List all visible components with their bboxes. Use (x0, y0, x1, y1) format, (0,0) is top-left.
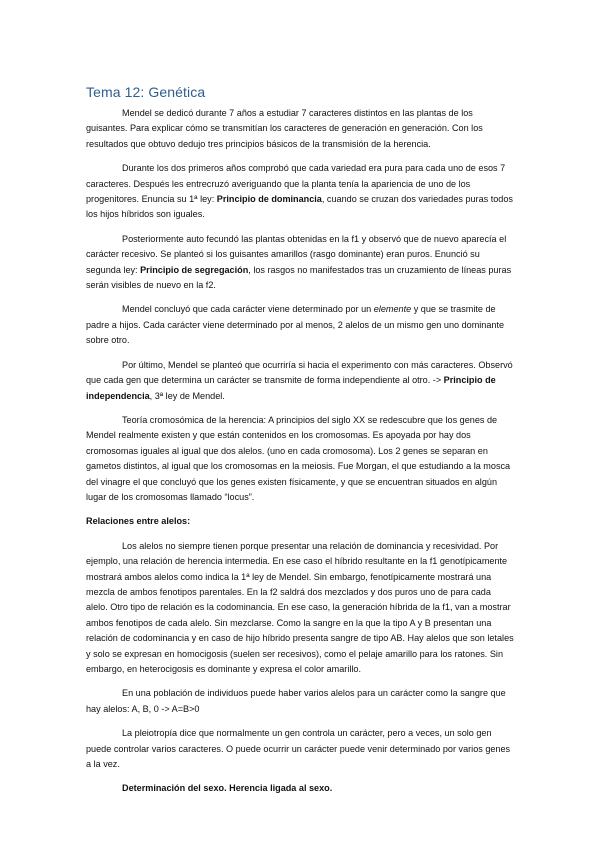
page-title: Tema 12: Genética (86, 84, 206, 100)
heading-text: Relaciones entre alelos: (86, 516, 191, 527)
text-segment: , 3ª ley de Mendel. (149, 390, 225, 401)
text-segment: Por último, Mendel se planteó que ocurriría si hacia el experimento con más caracteres. Observó que cada gen que determina un carácter se transmite de forma independiente al otro. -> (86, 359, 513, 386)
paragraph-chromosome-theory: Teoría cromosómica de la herencia: A principios del siglo XX se redescubre que los genes de Mendel realmente existen y que están contenidos en los cromosomas. Es apoyada por hay dos cromosomas iguales al igual que dos alelos. (uno en cada cromosoma). Los 2 genes se separan en gametos distintos, al igual que los cromosomas en la meiosis. Fue Morgan, el que estudiando a la mosca del vinagre el que concluyó que los genes existen físicamente, y que se encuentran situados en algún lugar de los cromosomas llamado “locus”. (86, 414, 511, 502)
text-segment: , cuando se cruzan dos variedades puras todos los hijos híbridos son iguales. (86, 194, 513, 220)
paragraph-first-law (86, 161, 514, 223)
italic-term-elemente: elemente (373, 304, 412, 315)
paragraph-elemente (86, 302, 514, 348)
bold-term-segregacion: Principio de segregación (140, 264, 249, 275)
paragraph-intro: Mendel se dedicó durante 7 años a estudiar 7 caracteres distintos en las plantas de los guisantes. Para explicar cómo se transmitían los caracteres de generación en generación. Con los resultados que obtuvo dedujo tres principios básicos de la transmisión de la herencia. (86, 108, 483, 149)
paragraph-allele-relations: Los alelos no siempre tienen porque presentar una relación de dominancia y recesividad. Por ejemplo, una relación de herencia intermedia. En ese caso el híbrido resultante en la f1 genotípicamente mostrará ambos alelos como indica la 1ª ley de Mendel. Sin embargo, fenotípicamente mostrará una mezcla de ambos fenotipos parentales. En la f2 saldrá dos mezclados y dos puros uno de para cada alelo. Otro tipo de relación es la codominancia. En ese caso, la generación híbrida de la f1, van a mostrar ambos fenotipos de cada alelo. Sin mezclarse. Como la sangre en la que la tipo A y B presentan una relación de codominancia y en caso de hijo híbrido presenta sangre de tipo AB. Hay alelos que son letales y solo se expresan en homocigosis (suelen ser recesivos), como el pelaje amarillo para los ratones. Sin embargo, en heterocigosis es dominante y expresa el color amarillo. (86, 540, 514, 674)
bold-term-dominancia: Principio de dominancia (216, 194, 322, 205)
text-segment: y que se trasmite de padre a hijos. Cada carácter viene determinado por al menos, 2 alelos de un mismo gen uno dominante sobre otro. (86, 304, 505, 346)
section-heading-alelos (86, 514, 514, 529)
paragraph-second-law (86, 232, 514, 294)
section-heading-sex-determination (86, 781, 514, 796)
text-segment: Posteriormente auto fecundó las plantas obtenidas en la f1 y observó que de nuevo aparecía el carácter recesivo. Se planteó si los guisantes amarillos (rasgo dominante) eran puros. Enunció su segunda ley: (86, 233, 507, 275)
document-body (86, 106, 514, 806)
text-segment: Mendel concluyó que cada carácter viene determinado por un (122, 304, 374, 315)
heading-text: Determinación del sexo. Herencia ligada al sexo. (122, 783, 333, 794)
paragraph-multiple-alleles: En una población de individuos puede haber varios alelos para un carácter como la sangre que hay alelos: A, B, 0 -> A=B>0 (86, 688, 506, 714)
text-segment: , los rasgos no manifestados tras un cruzamiento de líneas puras serán visibles de nuevo en la f2. (86, 264, 512, 291)
text-segment: Durante los dos primeros años comprobó que cada variedad era pura para cada uno de esos 7 caracteres. Después les entrecruzó averiguando que la planta tenía la apariencia de uno de los progenitores. Enuncia su 1ª ley: (86, 163, 506, 205)
bold-term-independencia: Principio de independencia (86, 375, 496, 401)
paragraph-third-law (86, 358, 514, 404)
paragraph-pleiotropy: La pleiotropía dice que normalmente un gen controla un carácter, pero a veces, un solo gen puede controlar varios caracteres. O puede ocurrir un carácter puede venir determinado por varios genes a la vez. (86, 728, 511, 770)
